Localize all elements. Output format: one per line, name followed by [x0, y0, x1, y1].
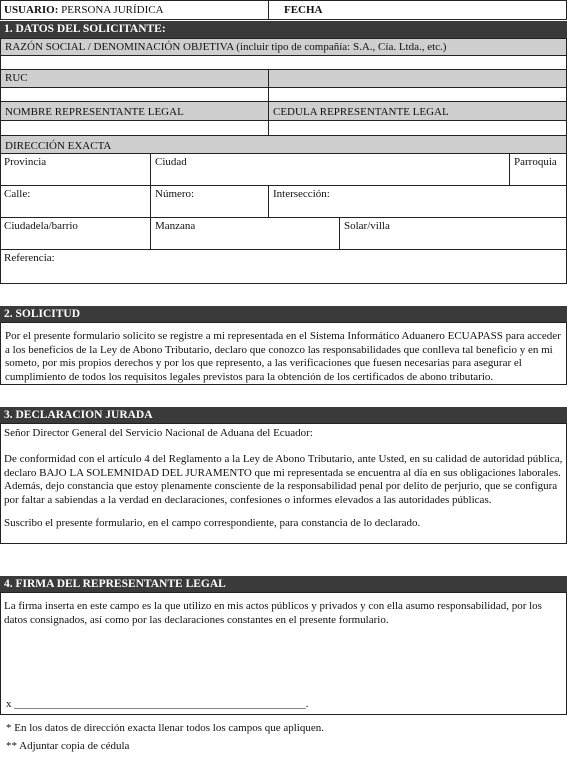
- direccion-label: DIRECCIÓN EXACTA: [0, 135, 567, 154]
- ciudad-label: Ciudad: [155, 156, 187, 168]
- section3-title: 3. DECLARACION JURADA: [0, 407, 567, 424]
- signature-line[interactable]: x _____________________________________________________.: [6, 698, 309, 710]
- ruc-field[interactable]: [0, 87, 269, 102]
- ruc-label-right: [268, 69, 567, 88]
- nombre-rep-label: NOMBRE REPRESENTANTE LEGAL: [0, 101, 269, 121]
- cedula-rep-field[interactable]: [268, 120, 567, 136]
- cedula-rep-label: CEDULA REPRESENTANTE LEGAL: [268, 101, 567, 121]
- razon-social-label: RAZÓN SOCIAL / DENOMINACIÓN OBJETIVA (incluir tipo de compañía: S.A., Cía. Ltda., etc.): [0, 38, 567, 56]
- referencia-cell[interactable]: [0, 249, 567, 284]
- ruc-field-right[interactable]: [268, 87, 567, 102]
- provincia-label: Provincia: [4, 156, 47, 168]
- note-direccion: * En los datos de dirección exacta llenar todos los campos que apliquen.: [6, 722, 324, 734]
- ruc-label: RUC: [0, 69, 269, 88]
- usuario-line: [0, 2, 268, 19]
- usuario-label: USUARIO:: [4, 4, 59, 16]
- parroquia-label: Parroquia: [514, 156, 557, 168]
- solar-label: Solar/villa: [344, 220, 390, 232]
- calle-label: Calle:: [4, 188, 31, 200]
- fecha-label: FECHA: [284, 4, 323, 16]
- note-cedula: ** Adjuntar copia de cédula: [6, 740, 130, 752]
- manzana-label: Manzana: [155, 220, 196, 232]
- section1-title: 1. DATOS DEL SOLICITANTE:: [0, 21, 567, 38]
- nombre-rep-field[interactable]: [0, 120, 269, 136]
- usuario-value: PERSONA JURÍDICA: [61, 4, 164, 16]
- section2-title: 2. SOLICITUD: [0, 306, 567, 323]
- referencia-label: Referencia:: [4, 252, 55, 264]
- numero-label: Número:: [155, 188, 195, 200]
- section3-p1: Señor Director General del Servicio Nacional de Aduana del Ecuador:: [4, 427, 313, 439]
- section4-title: 4. FIRMA DEL REPRESENTANTE LEGAL: [0, 576, 567, 593]
- ciudad-cell[interactable]: [150, 153, 510, 186]
- section2-text: Por el presente formulario solicito se registre a mi representada en el Sistema Informático Aduanero ECUAPASS para acceder a los beneficios de la Ley de Abono Tributario, declaro que conozco las responsabilidades que conlleva tal beneficio y en mi someto, por mis propios derechos y por los que represento, a las verificaciones que fuesen necesarias para asegurar el cumplimiento de todos los requisitos legales previstos para la obtención de los certificados de abono tributario.: [0, 322, 567, 385]
- interseccion-label: Intersección:: [273, 188, 330, 200]
- section3-p3: Suscribo el presente formulario, en el campo correspondiente, para constancia de lo declarado.: [4, 517, 421, 529]
- razon-social-field[interactable]: [0, 55, 567, 70]
- section4-text: La firma inserta en este campo es la que utilizo en mis actos públicos y privados y con ella asumo responsabilidad, por los datos consignados, así como por las declaraciones constantes en el presente formulario.: [4, 600, 542, 626]
- ciudadela-label: Ciudadela/barrio: [4, 220, 78, 232]
- section3-p2: De conformidad con el artículo 4 del Reglamento a la Ley de Abono Tributario, ante Usted, en su calidad de autoridad pública, declaro BAJO LA SOLEMNIDAD DEL JURAMENTO que mi representada se encuentra al día en sus obligaciones laborales. Además, dejo constancia que estoy plenamente consciente de la responsabilidad penal por delito de perjurio, que se configura por faltar a sabiendas a la verdad en declaraciones, confesiones o informes elevados a las autoridades públicas.: [4, 453, 563, 506]
